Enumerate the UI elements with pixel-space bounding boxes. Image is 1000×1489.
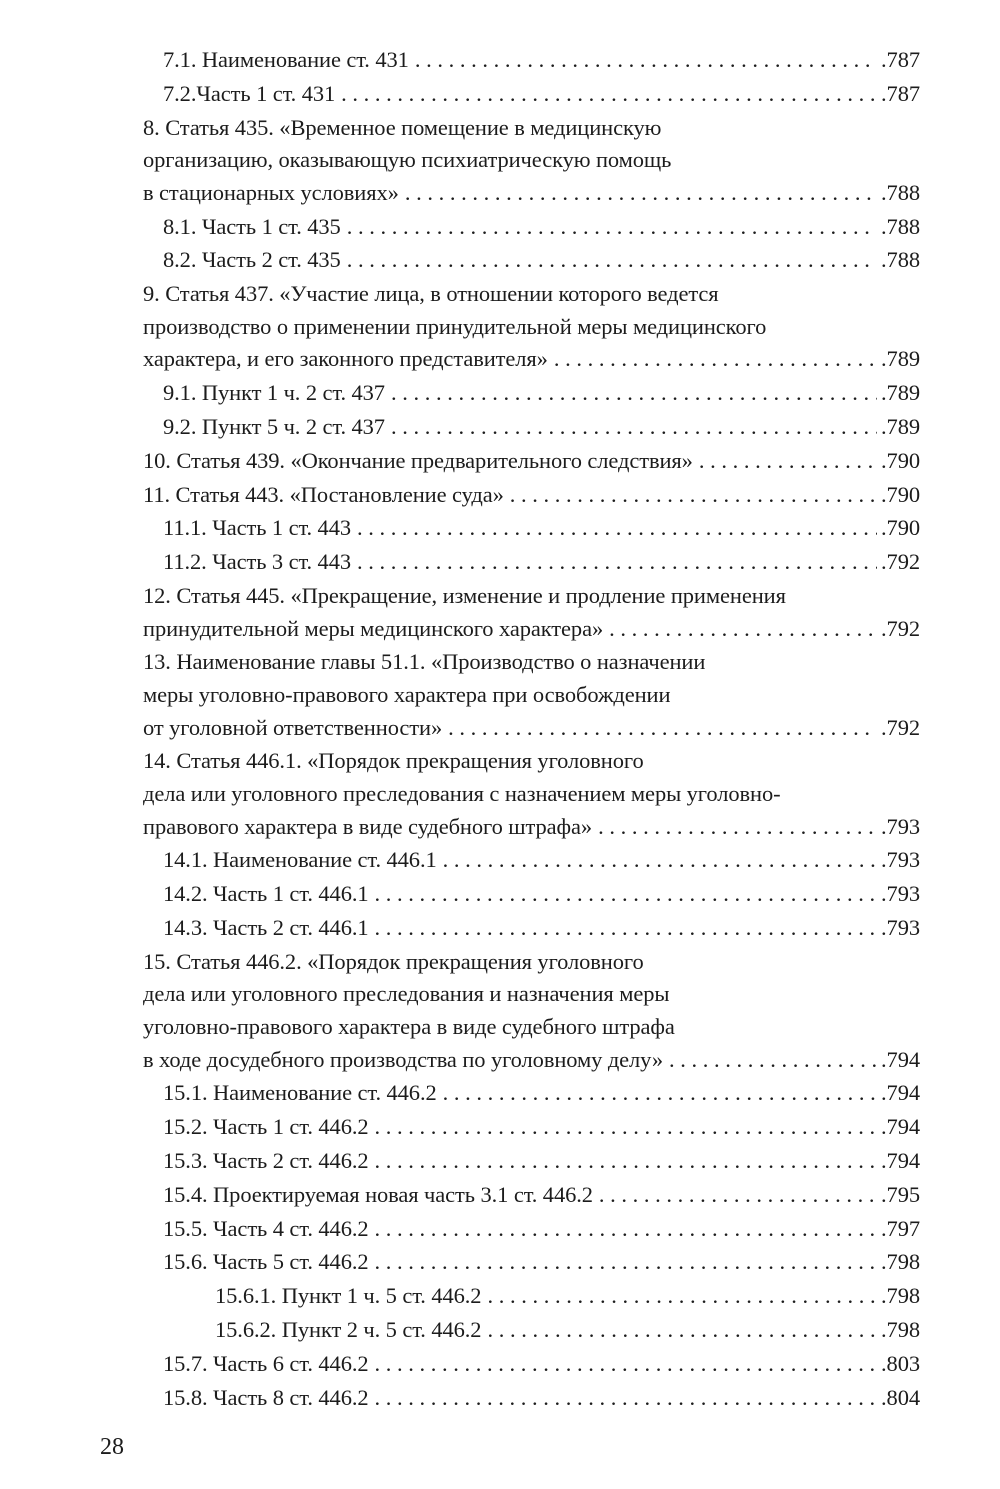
dot-leader [487,1279,877,1313]
toc-entry-title-line: 8. Статья 435. «Временное помещение в медицинскую [143,114,662,140]
toc-entry-title-line: в стационарных условиях» [143,179,399,205]
dot-leader [341,77,877,111]
dot-leader [599,1178,877,1212]
toc-page-number: .788 [881,247,920,273]
toc-entry-title-line: принудительной меры медицинского характера» [143,615,604,641]
toc-entry-title-line: 11.2. Часть 3 ст. 443 [163,549,352,575]
toc-page-number: .790 [881,481,920,507]
toc-entry-title-line: 8.1. Часть 1 ст. 435 [163,213,341,239]
dot-leader [554,342,877,376]
dot-leader [375,1347,877,1381]
toc-entry-title-line: 14.1. Наименование ст. 446.1 [163,847,437,873]
dot-leader [699,444,877,478]
toc-entry-title-line: 9. Статья 437. «Участие лица, в отношении которого ведется [143,281,719,307]
page-number: 28 [100,1434,124,1460]
dot-leader [443,843,877,877]
toc-page-number: .793 [881,881,920,907]
toc-page-number: .795 [881,1181,920,1207]
toc-page-number: .790 [881,515,920,541]
toc-page-number: .788 [881,213,920,239]
toc-entry-title-line: 8.2. Часть 2 ст. 435 [163,247,341,273]
toc-page-number: .790 [881,447,920,473]
dot-leader [357,511,877,545]
dot-leader [347,210,877,244]
toc-page-number: .789 [881,380,920,406]
toc-page-number: .798 [881,1283,920,1309]
toc-entry-title-line: 13. Наименование главы 51.1. «Производство о назначении [143,649,706,675]
toc-page-number: .793 [881,915,920,940]
toc-page-number: .792 [881,615,920,641]
toc-page-number: .792 [881,549,920,575]
toc-entry-title-line: 9.1. Пункт 1 ч. 2 ст. 437 [163,380,385,406]
dot-leader [375,1212,877,1246]
toc-entry-title-line: дела или уголовного преследования и назначения меры [143,981,670,1007]
dot-leader [405,176,877,210]
toc-entry-title-line: 14.2. Часть 1 ст. 446.1 [163,881,369,907]
toc-page-number: .803 [881,1350,920,1376]
dot-leader [357,545,877,579]
toc-page-number: .787 [881,47,920,72]
toc-entry-title-line: 15.7. Часть 6 ст. 446.2 [163,1350,369,1376]
toc-page-number: .794 [881,1114,920,1140]
dot-leader [487,1313,877,1347]
dot-leader [415,43,877,77]
toc-entry-title-line: 15.6. Часть 5 ст. 446.2 [163,1249,369,1275]
dot-leader [598,810,877,844]
dot-leader [391,410,877,444]
toc-entry-title-line: 15. Статья 446.2. «Порядок прекращения уголовного [143,948,644,974]
toc-page-number: .789 [881,414,920,439]
dot-leader [443,1076,877,1110]
dot-leader [448,711,877,745]
dot-leader [609,612,877,646]
dot-leader [347,243,877,277]
dot-leader [375,1245,877,1279]
dot-leader [375,877,877,911]
toc-entry-title-line: производство о применении принудительной меры медицинского [143,313,767,339]
toc-entry-title-line: 15.3. Часть 2 ст. 446.2 [163,1148,369,1173]
toc-page-number: .787 [881,80,920,106]
toc-entry-title-line: от уголовной ответственности» [143,714,443,740]
dot-leader [510,478,877,512]
toc-page-number: .794 [881,1148,920,1173]
toc-entry-title-line: 9.2. Пункт 5 ч. 2 ст. 437 [163,414,385,439]
toc-page-number: .794 [881,1046,920,1072]
toc-page-number: .797 [881,1215,920,1241]
toc-entry-title-line: 10. Статья 439. «Окончание предварительного следствия» [143,447,693,473]
dot-leader [375,1144,877,1178]
toc-page-number: .793 [881,847,920,873]
dot-leader [375,1110,877,1144]
toc-page-number: .792 [881,714,920,740]
toc-entry-title-line: характера, и его законного представителя» [143,346,548,372]
toc-entry-title-line: дела или уголовного преследования с назначением меры уголовно- [143,780,781,806]
toc-entry-title-line: 15.6.2. Пункт 2 ч. 5 ст. 446.2 [215,1317,482,1342]
dot-leader [391,376,877,410]
dot-leader [375,1381,877,1415]
toc-entry-title-line: организацию, оказывающую психиатрическую помощь [143,147,672,173]
toc-page-number: .798 [881,1317,920,1342]
toc-entry-title-line: уголовно-правового характера в виде судебного штрафа [143,1013,675,1039]
toc-entry-title-line: 15.2. Часть 1 ст. 446.2 [163,1114,369,1140]
toc-entry-title-line: правового характера в виде судебного штрафа» [143,813,593,839]
toc-entry-title-line: 15.8. Часть 8 ст. 446.2 [163,1384,369,1410]
dot-leader [669,1043,877,1077]
toc-entry-title-line: 15.4. Проектируемая новая часть 3.1 ст. 446.2 [163,1181,593,1207]
toc-entry-title-line: 15.1. Наименование ст. 446.2 [163,1080,437,1106]
toc-entry-title-line: меры уголовно-правового характера при освобождении [143,681,671,707]
toc-page-number: .789 [881,346,920,372]
toc-entry-title-line: 12. Статья 445. «Прекращение, изменение и продление применения [143,583,786,608]
toc-entry-title-line: 15.5. Часть 4 ст. 446.2 [163,1215,369,1241]
toc-page-number: .793 [881,813,920,839]
toc-entry-title-line: 7.2.Часть 1 ст. 431 [163,80,336,106]
toc-entry-title-line: 14.3. Часть 2 ст. 446.1 [163,915,369,940]
toc-page-number: .794 [881,1080,920,1106]
toc-entry-title-line: 11.1. Часть 1 ст. 443 [163,515,352,541]
toc-page-number: .788 [881,179,920,205]
toc-entry-title-line: 7.1. Наименование ст. 431 [163,47,409,72]
toc-entry-title-line: 15.6.1. Пункт 1 ч. 5 ст. 446.2 [215,1283,482,1309]
toc-page-number: .804 [881,1384,920,1410]
toc-page-number: .798 [881,1249,920,1275]
toc-entry-title-line: 14. Статья 446.1. «Порядок прекращения уголовного [143,748,644,774]
toc-entry-title-line: в ходе досудебного производства по уголовному делу» [143,1046,664,1072]
dot-leader [375,911,877,945]
toc-entry-title-line: 11. Статья 443. «Постановление суда» [143,481,504,507]
